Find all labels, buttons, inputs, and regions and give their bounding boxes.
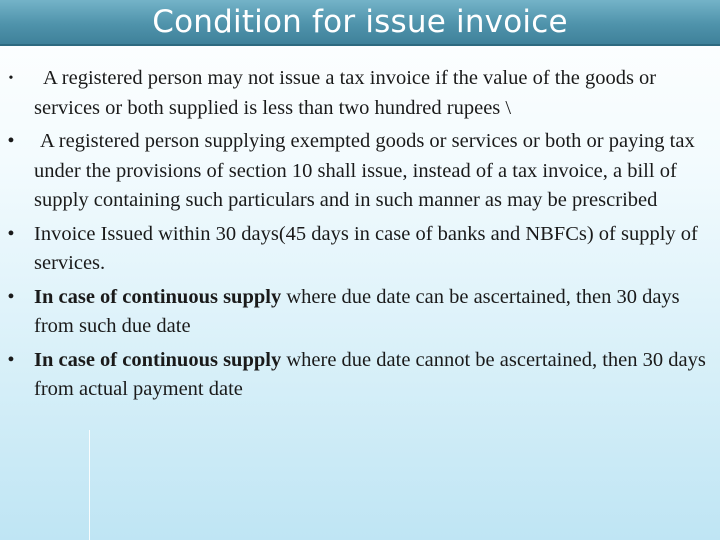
title-bar [0,0,720,46]
bullet-item [0,127,716,216]
bullet-text: A registered person supplying exempted goods or services or both or paying tax under the provisions of section 10 shall issue, instead of a tax invoice, a bill of supply containing such particulars and in such manner as may be prescribed [34,130,695,211]
bullet-bold-text: In case of continuous supply [34,348,282,371]
bullet-item [0,220,716,279]
bullet-item [0,64,716,123]
slide-title: Condition for issue invoice [152,4,568,40]
bullet-dot: • [7,285,15,308]
bullet-text: A registered person may not issue a tax invoice if the value of the goods or services or both supplied is less than two hundred rupees \ [34,67,657,119]
bullet-bold-text: In case of continuous supply [34,285,282,308]
bullet-dot: • [7,348,15,371]
bullet-text: where due date cannot be ascertained, then 30 days from actual payment date [34,348,706,400]
bullet-text: where due date can be ascertained, then 30 days from such due date [34,285,680,337]
bullet-item [0,283,716,342]
bullet-dot: • [7,130,15,152]
bullet-dot: • [7,222,15,245]
decorative-line [89,430,90,540]
bullet-dot: • [8,71,14,86]
bullet-text: Invoice Issued within 30 days(45 days in case of banks and NBFCs) of supply of services. [34,222,698,274]
bullet-item [0,346,716,405]
bullet-list [0,64,716,409]
